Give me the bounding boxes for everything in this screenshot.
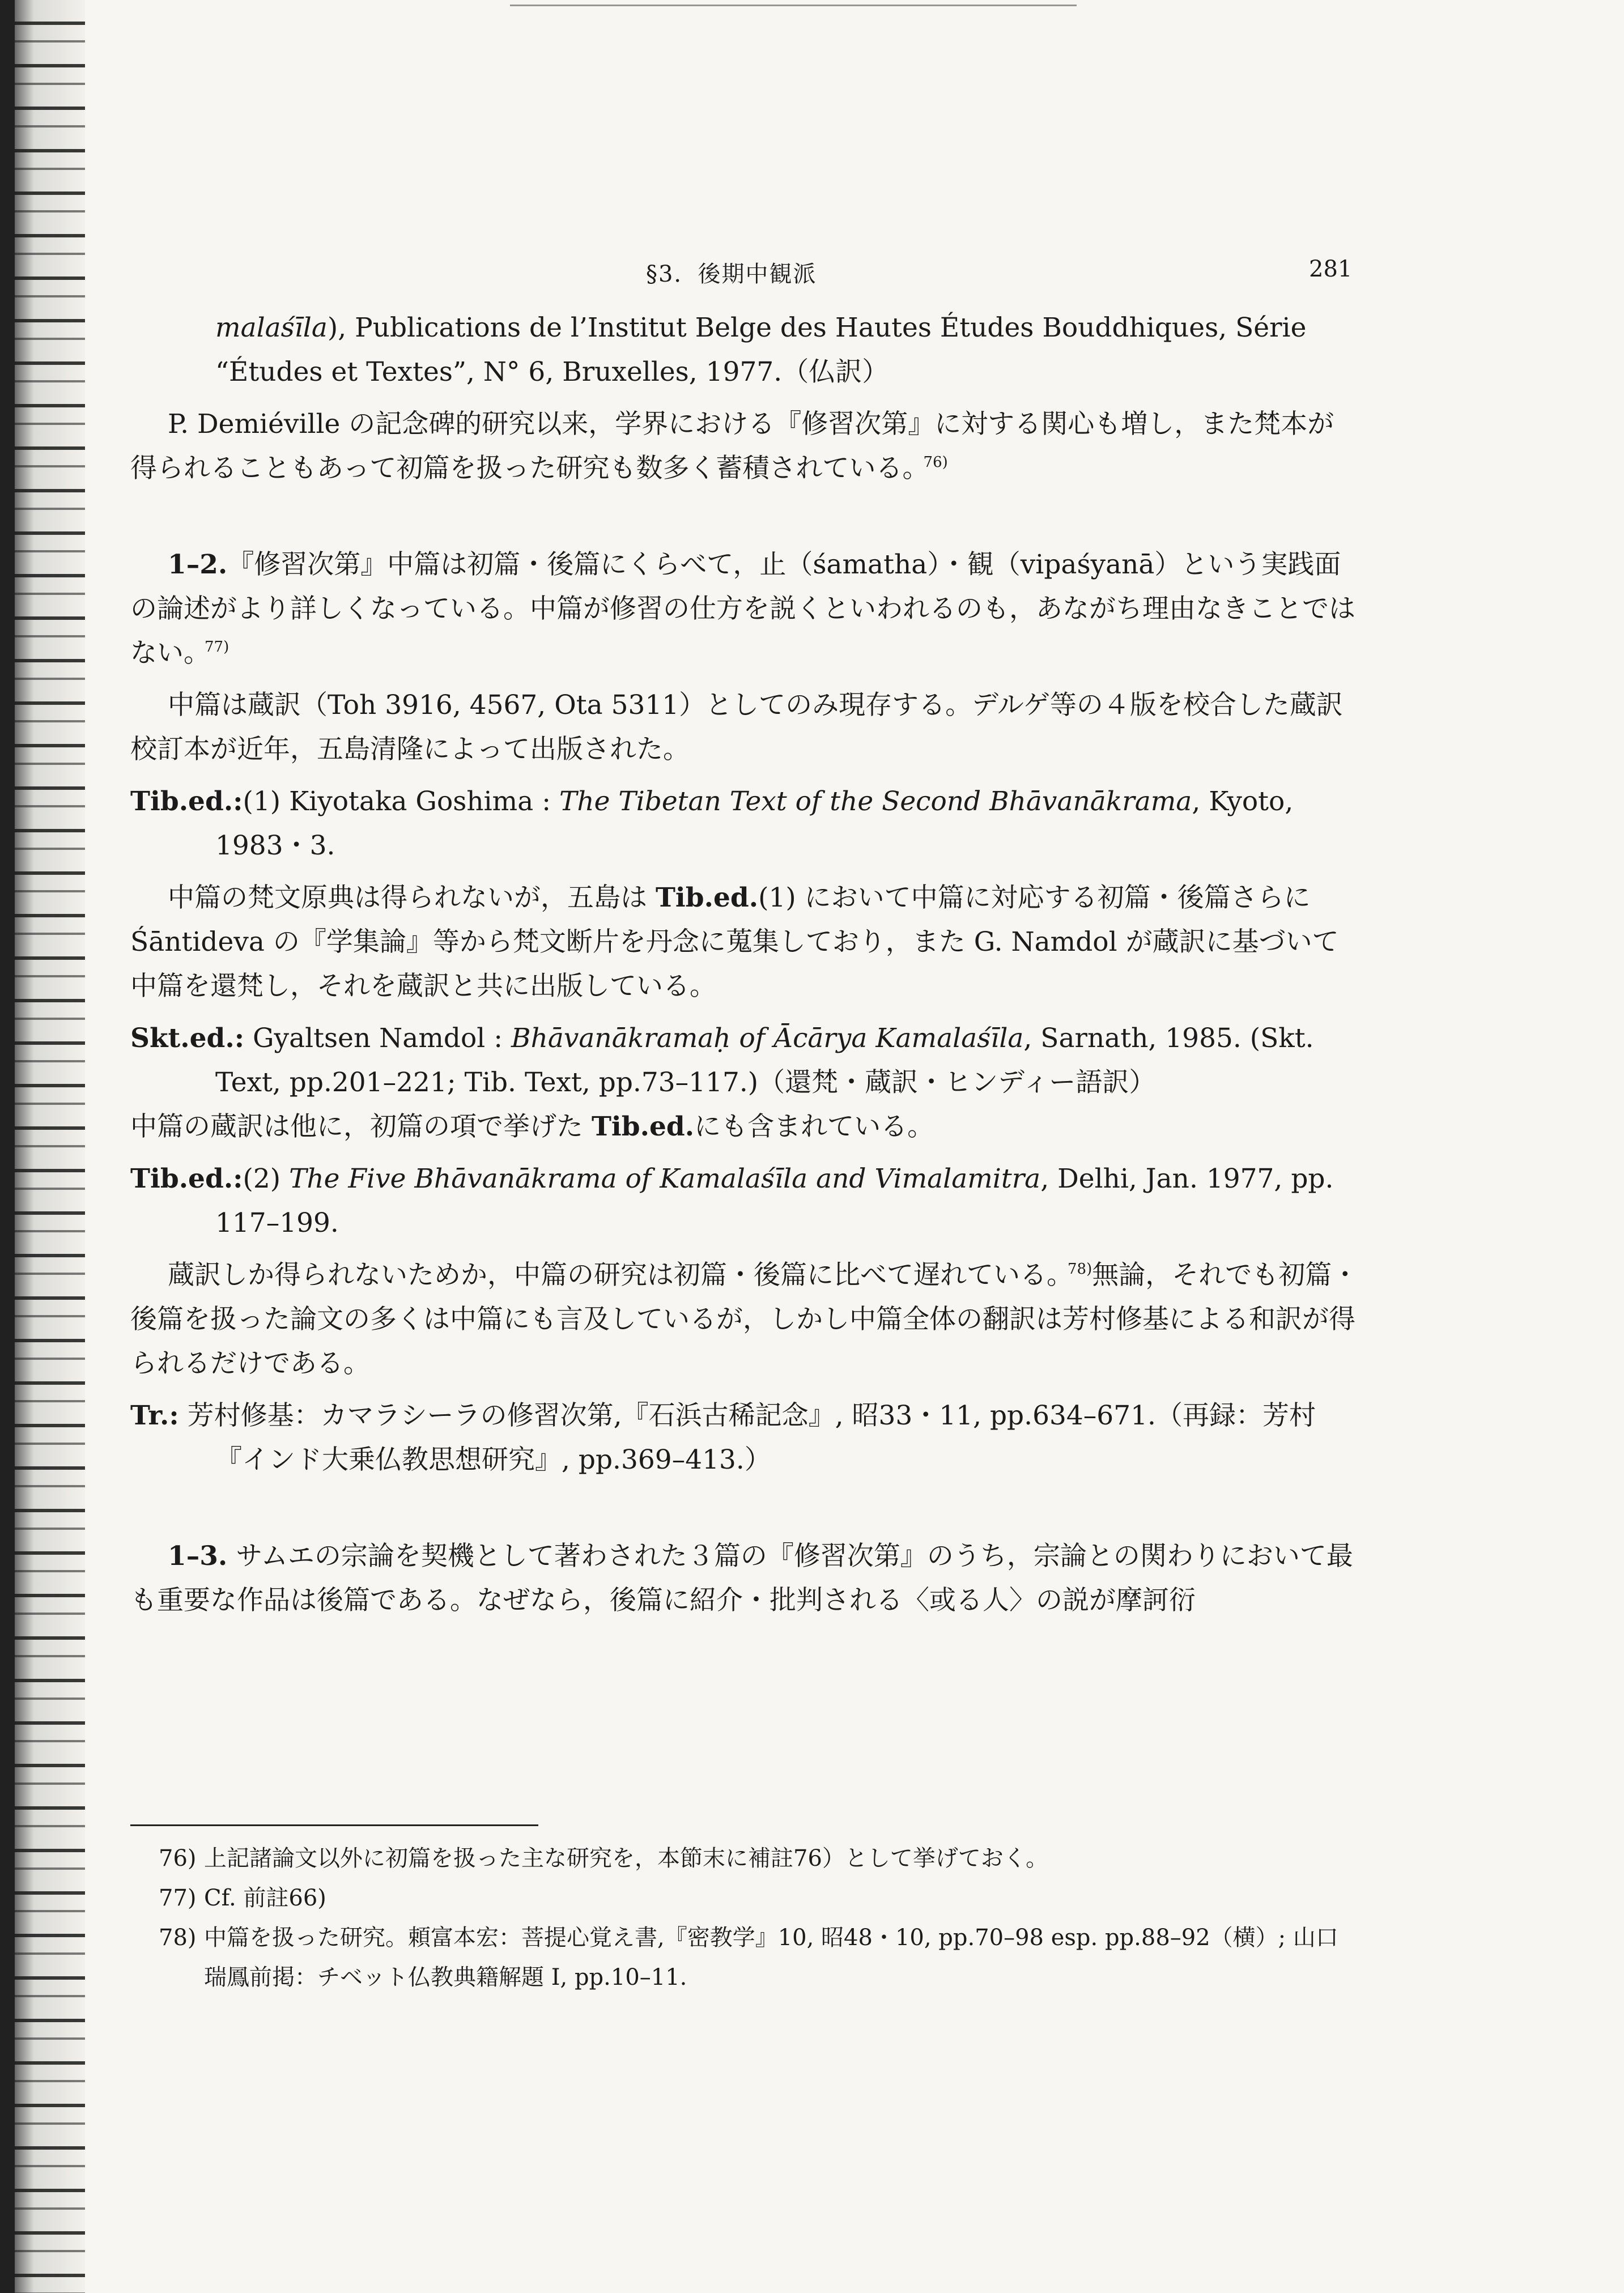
skt-ed <box>130 1016 1360 1105</box>
paragraph-text: 蔵訳しか得られないためか，中篇の研究は初篇・後篇に比べて遅れている。 <box>168 1260 1073 1291</box>
footnote-number: 77) <box>159 1885 197 1911</box>
footnote-divider <box>130 1824 538 1826</box>
footnote-text: Cf. 前註66) <box>204 1885 326 1911</box>
footnote-ref-76: 76) <box>923 454 948 471</box>
bibliography-continuation <box>130 306 1360 394</box>
translation-entry <box>130 1394 1360 1482</box>
footnote <box>130 1918 1360 1997</box>
footnote-text: 上記諸論文以外に初篇を扱った主な研究を，本節末に補註76）として挙げておく。 <box>204 1845 1049 1871</box>
tib-ed-number: (2) <box>243 1163 290 1195</box>
main-text <box>130 306 1360 1623</box>
tib-ed-imprint: , Delhi, Jan. 1977, pp. 117–199. <box>215 1163 1334 1239</box>
paragraph-sanskrit-fragments <box>130 876 1360 1009</box>
paragraph-text: (1) において中篇に対応する初篇・後篇さらに Śāntideva の『学集論』等から梵文断片を丹念に蒐集しており，また G. Namdol が蔵訳に基づいて中篇を還梵し，それを蔵訳と共に出版している。 <box>130 882 1339 1002</box>
footnote-ref-77: 77) <box>205 639 229 656</box>
running-head: §3．後期中観派 <box>646 261 817 287</box>
section-number: 1–2. <box>168 549 228 581</box>
paragraph-text: 中篇の梵文原典は得られないが，五島は <box>168 882 656 914</box>
skt-ed-label: Skt.ed.: <box>130 1023 245 1054</box>
paragraph-demieville <box>130 402 1360 491</box>
section-1-3 <box>130 1534 1360 1623</box>
paragraph-text: 中篇の蔵訳は他に，初篇の項で挙げた <box>130 1111 592 1143</box>
scan-top-line <box>510 5 1077 6</box>
section-text: サムエの宗論を契機として著わされた３篇の『修習次第』のうち，宗論との関わりにおいて最も重要な作品は後篇である。なぜなら，後篇に紹介・批判される〈或る人〉の説が摩訶衍 <box>130 1541 1353 1616</box>
footnote <box>130 1878 1360 1918</box>
tib-ed-label: Tib.ed.: <box>130 786 243 818</box>
tib-ed-2 <box>130 1157 1360 1245</box>
tib-ed-ref: Tib.ed. <box>655 882 759 914</box>
tib-ed-imprint: , Kyoto, 1983・3. <box>215 786 1294 862</box>
tib-ed-label: Tib.ed.: <box>130 1163 243 1195</box>
tr-label: Tr.: <box>130 1400 179 1432</box>
tib-ed-title: The Tibetan Text of the Second Bhāvanākrama <box>559 786 1192 818</box>
footnote-number: 76) <box>159 1845 197 1871</box>
tib-ed-title: The Five Bhāvanākrama of Kamalaśīla and Vimalamitra <box>289 1163 1041 1195</box>
paragraph-text: にも含まれている。 <box>694 1111 934 1143</box>
tr-text: 芳村修基：カマラシーラの修習次第,『石浜古稀記念』, 昭33・11, pp.634–671.（再録：芳村『インド大乗仏教思想研究』, pp.369–413.） <box>178 1400 1316 1476</box>
paragraph-text: 無論，それでも初篇・後篇を扱った論文の多くは中篇にも言及しているが，しかし中篇全体の翻訳は芳村修基による和訳が得られるだけである。 <box>130 1260 1359 1380</box>
skt-ed-imprint: , Sarnath, 1985. (Skt. Text, pp.201–221; Tib. Text, pp.73–117.)（還梵・蔵訳・ヒンディー語訳） <box>215 1023 1314 1099</box>
section-text: 『修習次第』中篇は初篇・後篇にくらべて，止（śamatha）・観（vipaśyanā）という実践面の論述がより詳しくなっている。中篇が修習の仕方を説くといわれるのも，あながち理由なきことではない。 <box>130 549 1355 669</box>
skt-ed-author: Gyaltsen Namdol : <box>244 1023 512 1054</box>
footnote-ref-78: 78) <box>1068 1261 1092 1278</box>
footnote-text: 中篇を扱った研究。頼富本宏：菩提心覚え書,『密教学』10, 昭48・10, pp.70–98 esp. pp.88–92（横）; 山口瑞鳳前掲：チベット仏教典籍解題 I, pp.10–11. <box>204 1925 1338 1990</box>
paragraph-research-status <box>130 1253 1360 1386</box>
bibliography-text: ), Publications de l’Institut Belge des Hautes Études Bouddhiques, Série “Études et Textes”, N° 6, Bruxelles, 1977.（仏訳） <box>215 312 1307 388</box>
tib-ed-ref: Tib.ed. <box>591 1111 695 1143</box>
scan-binding-edge <box>0 0 85 2293</box>
footnote-number: 78) <box>159 1925 197 1951</box>
author-name-italic: malaśīla <box>215 312 328 343</box>
footnote <box>130 1839 1360 1878</box>
paragraph-text: P. Demiéville の記念碑的研究以来，学界における『修習次第』に対する関心も増し，また梵本が得られることもあって初篇を扱った研究も数多く蓄積されている。 <box>130 409 1334 484</box>
page-number: 281 <box>1309 256 1353 282</box>
footnotes <box>130 1839 1360 1997</box>
tib-ed-author: (1) Kiyotaka Goshima : <box>243 786 559 818</box>
section-number: 1–3. <box>168 1541 228 1572</box>
tib-ed-1 <box>130 780 1360 868</box>
skt-ed-title: Bhāvanākramaḥ of Ācārya Kamalaśīla <box>511 1023 1024 1054</box>
paragraph-tibetan-translation: 中篇は蔵訳（Toh 3916, 4567, Ota 5311）としてのみ現存する。デルゲ等の４版を校合した蔵訳校訂本が近年，五島清隆によって出版された。 <box>130 690 1343 765</box>
paragraph-other-translation <box>130 1105 1360 1149</box>
section-1-2 <box>130 543 1360 675</box>
